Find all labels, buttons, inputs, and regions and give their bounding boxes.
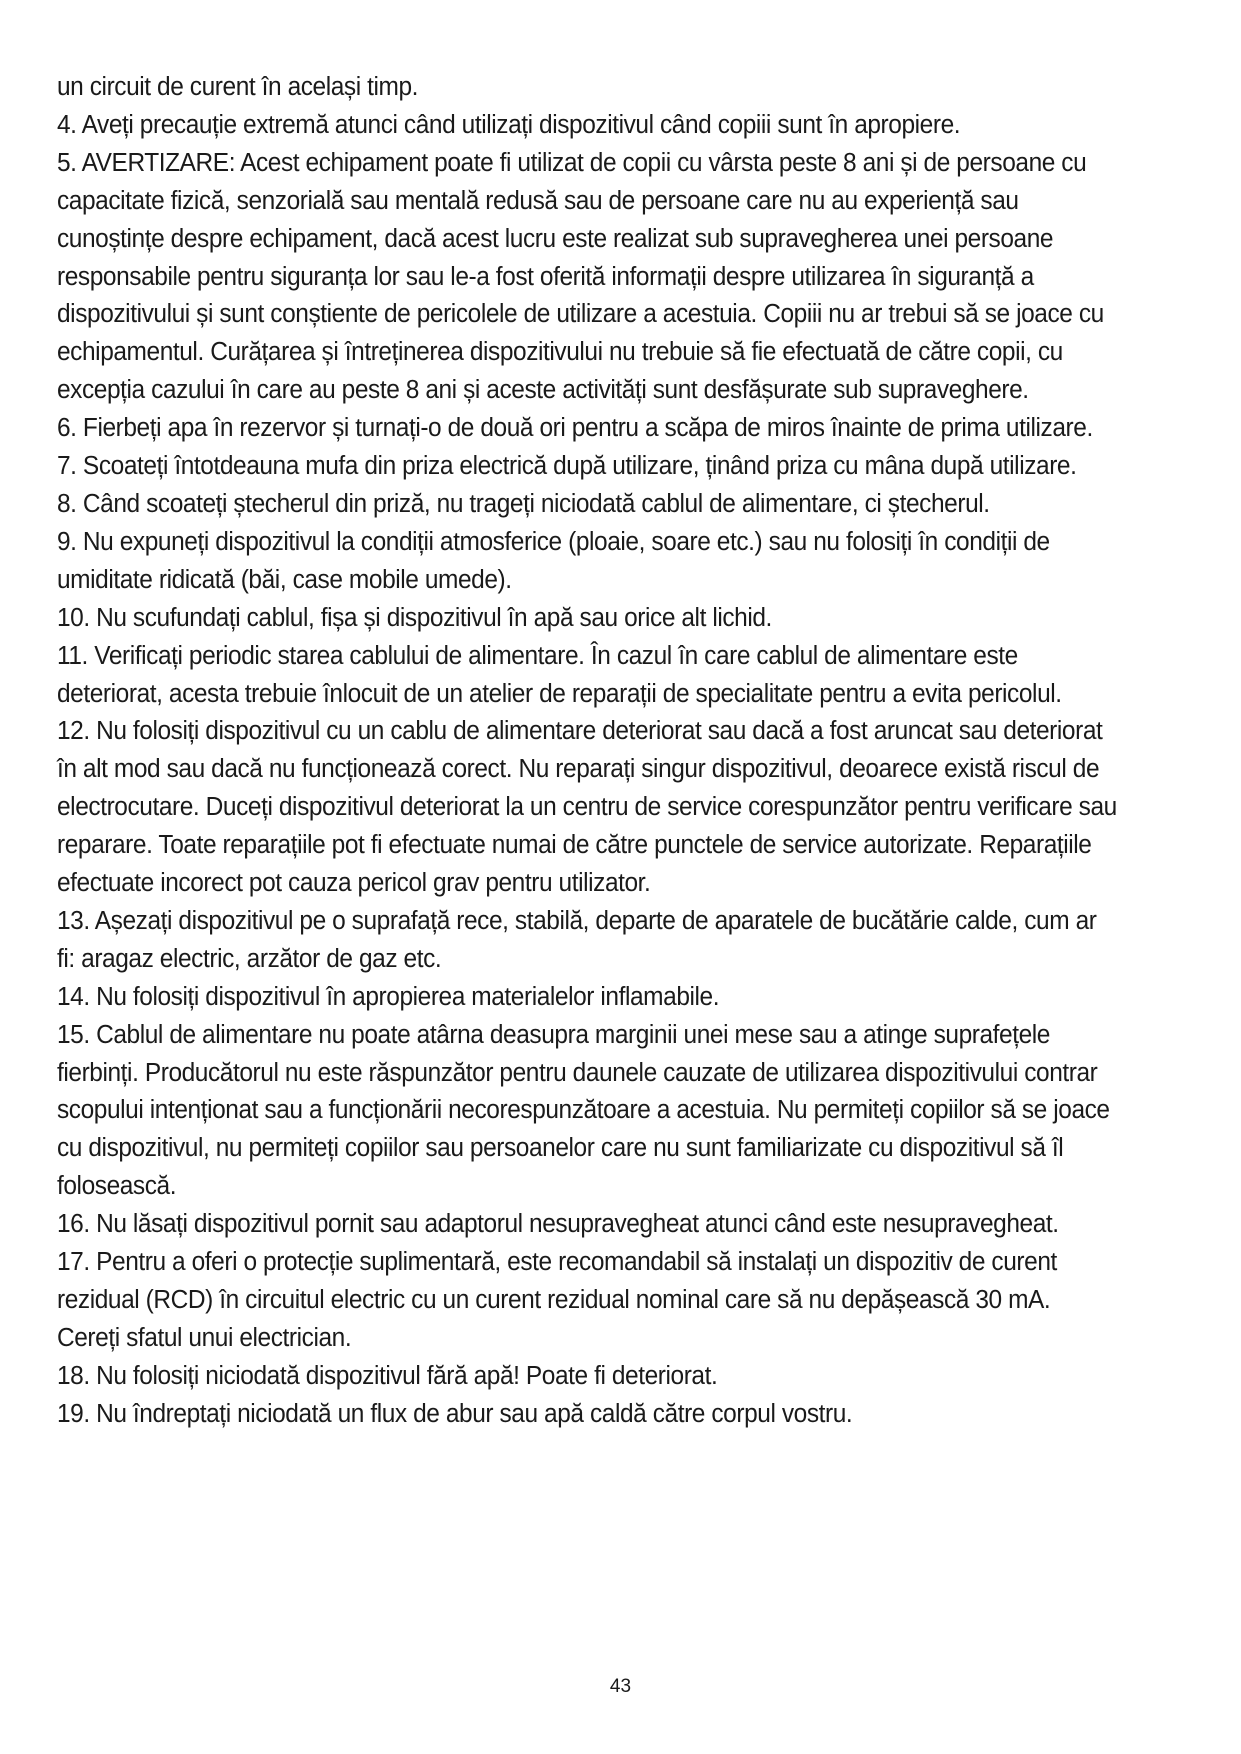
paragraph-item-12: 12. Nu folosiți dispozitivul cu un cablu de alimentare deteriorat sau dacă a fost aruncat sau deteriorat în alt mod sau dacă nu funcționează corect. Nu reparați singur dispozitivul, deoarece există riscul de electrocutare. Duceți dispozitivul deteriorat la un centru de service corespunzător pentru verificare sau reparare. Toate reparațiile pot fi efectuate numai de către punctele de service autorizate. Reparațiile efectuate incorect pot cauza pericol grav pentru utilizator. <box>57 715 1117 898</box>
paragraph-item-15: 15. Cablul de alimentare nu poate atârna deasupra marginii unei mese sau a atinge suprafețele fierbinți. Producătorul nu este răspunzător pentru daunele cauzate de utilizarea dispozitivului contrar scopului intenționat sau a funcționării necorespunzătoare a acestuia. Nu permiteți copiilor să se joace cu dispozitivul, nu permiteți copiilor sau persoanelor care nu sunt familiarizate cu dispozitivul să îl folosească. <box>57 1018 1110 1201</box>
paragraph-item-4: 4. Aveți precauție extremă atunci când utilizați dispozitivul când copiii sunt în apropiere. <box>57 108 961 139</box>
paragraph-item-19: 19. Nu îndreptați niciodată un flux de abur sau apă caldă către corpul vostru. <box>57 1397 853 1428</box>
paragraph-item-5: 5. AVERTIZARE: Acest echipament poate fi utilizat de copii cu vârsta peste 8 ani și de persoane cu capacitate fizică, senzorială sau mentală redusă sau de persoane care nu au experiență sau cunoștințe despre echipament, dacă acest lucru este realizat sub supravegherea unei persoane responsabile pentru siguranța lor sau le-a fost oferită informații despre utilizarea în siguranță a dispozitivului și sunt conștiente de pericolele de utilizare a acestuia. Copiii nu ar trebui să se joace cu echipamentul. Curățarea și întreținerea dispozitivului nu trebuie să fie efectuată de către copii, cu excepția cazului în care au peste 8 ani și aceste activități sunt desfășurate sub supraveghere. <box>57 146 1104 405</box>
paragraph-item-11: 11. Verificați periodic starea cablului de alimentare. În cazul în care cablul de alimentare este deteriorat, acesta trebuie înlocuit de un atelier de reparații de specialitate pentru a evita pericolul. <box>57 639 1062 708</box>
paragraph-item-8: 8. Când scoateți ștecherul din priză, nu trageți niciodată cablul de alimentare, ci ștecherul. <box>57 487 990 518</box>
paragraph-item-16: 16. Nu lăsați dispozitivul pornit sau adaptorul nesupravegheat atunci când este nesupravegheat. <box>57 1208 1059 1239</box>
paragraph-item-17: 17. Pentru a oferi o protecție suplimentară, este recomandabil să instalați un dispozitiv de curent rezidual (RCD) în circuitul electric cu un curent rezidual nominal care să nu depășească 30 mA. Cereți sfatul unui electrician. <box>57 1246 1057 1352</box>
paragraph-item-9: 9. Nu expuneți dispozitivul la condiții atmosferice (ploaie, soare etc.) sau nu folosiți în condiții de umiditate ridicată (băi, case mobile umede). <box>57 525 1050 594</box>
paragraph-item-10: 10. Nu scufundați cablul, fișa și dispozitivul în apă sau orice alt lichid. <box>57 601 772 632</box>
page-number: 43 <box>609 1676 632 1697</box>
paragraph-item-14: 14. Nu folosiți dispozitivul în apropierea materialelor inflamabile. <box>57 980 720 1011</box>
instructions-text <box>57 68 1117 1433</box>
paragraph-item-13: 13. Așezați dispozitivul pe o suprafață rece, stabilă, departe de aparatele de bucătărie calde, cum ar fi: aragaz electric, arzător de gaz etc. <box>57 904 1097 973</box>
paragraph-item-18: 18. Nu folosiți niciodată dispozitivul fără apă! Poate fi deteriorat. <box>57 1359 718 1390</box>
paragraph-item-7: 7. Scoateți întotdeauna mufa din priza electrică după utilizare, ținând priza cu mâna după utilizare. <box>57 450 1077 481</box>
paragraph-item-6: 6. Fierbeți apa în rezervor și turnați-o de două ori pentru a scăpa de miros înainte de prima utilizare. <box>57 412 1093 443</box>
paragraph-continuation: un circuit de curent în același timp. <box>57 71 419 101</box>
